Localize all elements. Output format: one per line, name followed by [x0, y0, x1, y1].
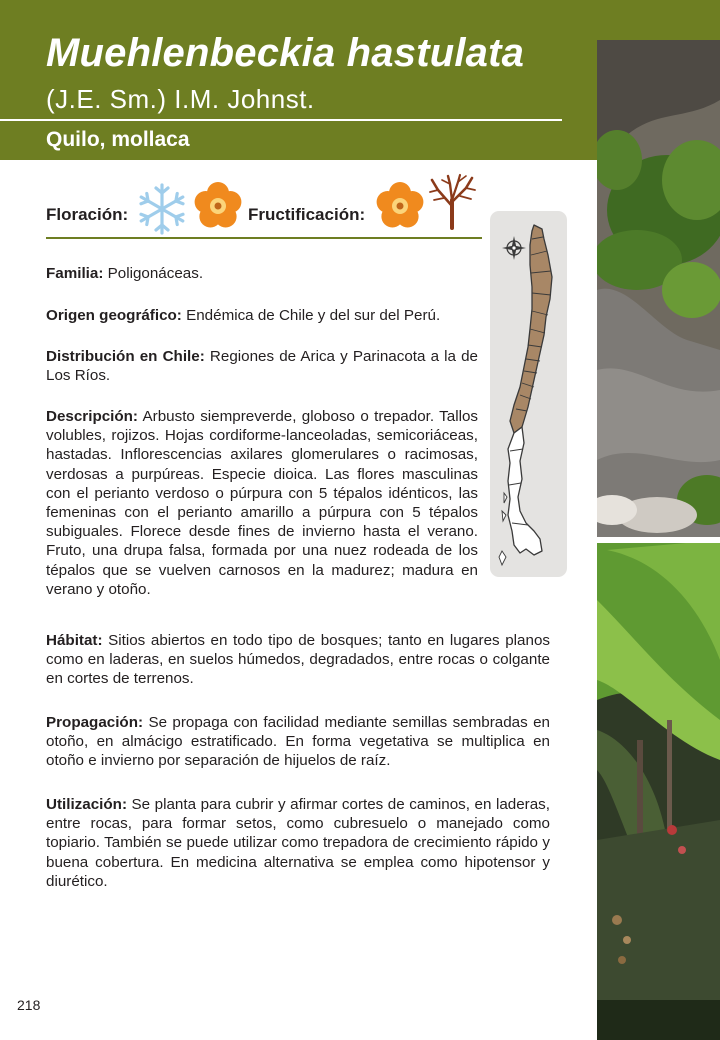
header-divider	[0, 119, 562, 121]
section-label: Propagación:	[46, 714, 144, 731]
section-text: Se propaga con facilidad mediante semillas sembradas en otoño, en almácigo estratificado. En forma vegetativa se multiplica en otoño e invierno por separación de hijuelos de raíz.	[46, 714, 550, 770]
compass-rose-icon	[502, 236, 526, 260]
phenology-row	[46, 198, 482, 234]
flower-icon	[192, 180, 244, 232]
common-name: Quilo, mollaca	[46, 128, 190, 151]
section-label: Distribución en Chile:	[46, 348, 205, 365]
section-label: Familia:	[46, 265, 104, 282]
section-utilizacion	[46, 795, 550, 891]
section-text: Regiones de Arica y Parinacota a la de Los Ríos.	[46, 348, 478, 385]
section-text: Sitios abiertos en todo tipo de bosques; tanto en lugares planos como en laderas, en suelos húmedos, degradados, entre rocas o colgante en cortes de terrenos.	[46, 632, 550, 688]
section-label: Descripción:	[46, 408, 138, 425]
photo-divider	[597, 537, 720, 543]
section-familia	[46, 264, 478, 283]
flower-icon	[374, 180, 426, 232]
section-label: Hábitat:	[46, 632, 103, 649]
section-text: Poligonáceas.	[107, 265, 204, 282]
section-label: Origen geográfico:	[46, 307, 182, 324]
fruiting-label: Fructificación:	[248, 205, 366, 224]
section-distribucion	[46, 347, 478, 385]
distribution-map	[490, 211, 567, 577]
section-origen	[46, 306, 478, 325]
section-text: Endémica de Chile y del sur del Perú.	[186, 307, 441, 324]
chile-map	[490, 211, 567, 577]
section-descripcion	[46, 407, 478, 599]
section-text: Arbusto siempreverde, globoso o trepador. Tallos volubles, rojizos. Hojas cordiforme-lanceoladas, semicoriáceas, hastadas. Inflorescencias axilares glomerulares o racimosas, verdosas a purpúreas. Especie dioica. Las flores masculinas con el perianto verdoso o púrpura con 5 tépalos idénticos, las femeninas con el perianto amarillo a púrpura con 5 tépalos subiguales. Florece desde fines de invierno hasta el verano. Fruto, una drupa falsa, formada por una nuez rodeada de los tépalos que se vuelven carnosos en la madurez; madura en verano y otoño.	[46, 408, 478, 598]
page-number: 218	[17, 997, 41, 1013]
section-propagacion	[46, 713, 550, 771]
snowflake-icon	[134, 181, 190, 237]
plant-photo	[597, 40, 720, 1040]
section-habitat	[46, 631, 550, 689]
flowering-label: Floración:	[46, 205, 129, 224]
section-text: Se planta para cubrir y afirmar cortes de caminos, en laderas, entre rocas, para formar setos, como cubresuelo o manejado como topiario. También se puede utilizar como trepadora de crecimiento rápido y buena cobertura. En medicina alternativa se emplea como hipotensor y diurético.	[46, 796, 550, 890]
section-label: Utilización:	[46, 796, 128, 813]
species-author: (J.E. Sm.) I.M. Johnst.	[46, 84, 315, 114]
species-title: Muehlenbeckia hastulata	[46, 31, 525, 75]
tree-icon	[426, 172, 478, 230]
phenology-divider	[46, 237, 482, 239]
